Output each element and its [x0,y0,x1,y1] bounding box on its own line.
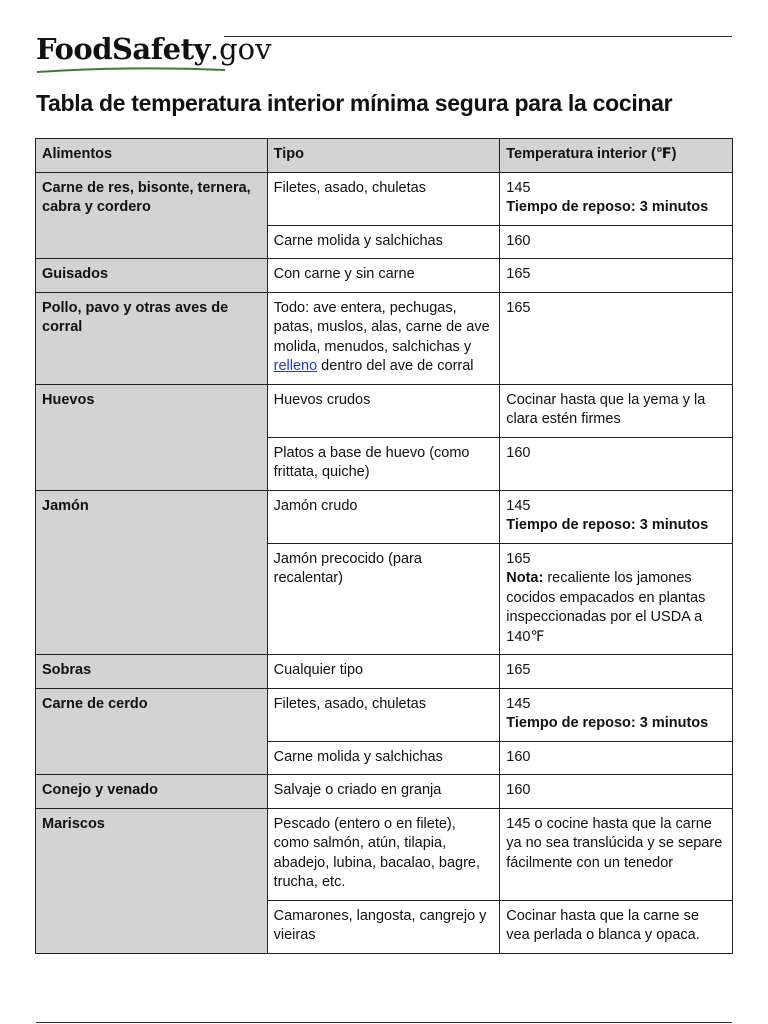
table-row [36,808,733,900]
temp-cell [500,490,733,543]
type-cell: Pescado (entero o en filete), como salmón, atún, tilapia, abadejo, lubina, bacalao, bagre, trucha, etc. [267,808,500,900]
page-title: Tabla de temperatura interior mínima segura para la cocinar [36,90,673,116]
type-cell: Salvaje o criado en granja [267,775,500,809]
table-row [36,655,733,689]
table-row [36,775,733,809]
table-row [36,172,733,225]
temp-cell: 160 [500,741,733,775]
table-row [36,259,733,293]
temp-cell: Cocinar hasta que la carne se vea perlada o blanca y opaca. [500,900,733,953]
column-header-temperatura: Temperatura interior (℉) [500,139,733,173]
temp-cell: 165 [500,655,733,689]
type-text: Todo: ave entera, pechugas, patas, muslos, alas, carne de ave molida, menudos, salchichas y [273,299,490,355]
type-cell: Con carne y sin carne [267,259,500,293]
table-header-row [36,139,733,173]
type-cell: Carne molida y salchichas [267,225,500,259]
temperature-table [35,138,733,954]
logo-brand: FoodSafety [36,32,210,66]
footer-rule [36,1022,732,1023]
type-cell: Filetes, asado, chuletas [267,172,500,225]
type-cell: Jamón precocido (para recalentar) [267,543,500,655]
temp-cell [500,543,733,655]
table-row [36,688,733,741]
table-row [36,384,733,437]
temp-cell: 160 [500,775,733,809]
type-cell: Jamón crudo [267,490,500,543]
rest-time-note: Tiempo de reposo: 3 minutos [506,199,709,215]
temp-cell: 165 [500,259,733,293]
column-header-tipo: Tipo [267,139,500,173]
type-cell: Huevos crudos [267,384,500,437]
food-cell: Conejo y venado [36,775,268,809]
type-text: dentro del ave de corral [317,358,474,374]
ham-note [506,569,726,647]
food-cell: Carne de res, bisonte, ternera, cabra y cordero [36,172,268,259]
temp-cell [500,688,733,741]
logo-tld: .gov [209,32,272,66]
foodsafety-logo[interactable] [36,32,272,66]
table-row [36,490,733,543]
temp-cell: 145 o cocine hasta que la carne ya no sea translúcida y se separe fácilmente con un tenedor [500,808,733,900]
type-cell: Camarones, langosta, cangrejo y vieiras [267,900,500,953]
food-cell: Huevos [36,384,268,490]
note-text: recaliente los jamones cocidos empacados en plantas inspeccionadas por el USDA a 140℉ [506,570,706,645]
note-label: Nota: [506,570,544,586]
food-cell: Pollo, pavo y otras aves de corral [36,292,268,384]
food-cell: Guisados [36,259,268,293]
temp-cell [500,172,733,225]
food-cell: Jamón [36,490,268,655]
food-cell: Sobras [36,655,268,689]
type-cell: Platos a base de huevo (como frittata, quiche) [267,437,500,490]
temp-cell: 160 [500,437,733,490]
table-row [36,292,733,384]
rest-time-note: Tiempo de reposo: 3 minutos [506,517,709,533]
rest-time-note: Tiempo de reposo: 3 minutos [506,715,709,731]
food-cell: Mariscos [36,808,268,953]
header-rule [224,36,732,37]
temp-cell: 165 [500,292,733,384]
temp-value: 145 [506,497,531,514]
type-cell: Filetes, asado, chuletas [267,688,500,741]
temp-cell: 160 [500,225,733,259]
type-cell: Cualquier tipo [267,655,500,689]
logo-swoosh-icon [36,66,226,74]
column-header-alimentos: Alimentos [36,139,268,173]
temp-value: 145 [506,179,531,196]
relleno-link[interactable]: relleno [273,358,318,374]
temp-value: 145 [506,695,531,712]
temp-value: 165 [506,550,531,567]
type-cell: Carne molida y salchichas [267,741,500,775]
temp-cell: Cocinar hasta que la yema y la clara estén firmes [500,384,733,437]
type-cell [267,292,500,384]
food-cell: Carne de cerdo [36,688,268,775]
